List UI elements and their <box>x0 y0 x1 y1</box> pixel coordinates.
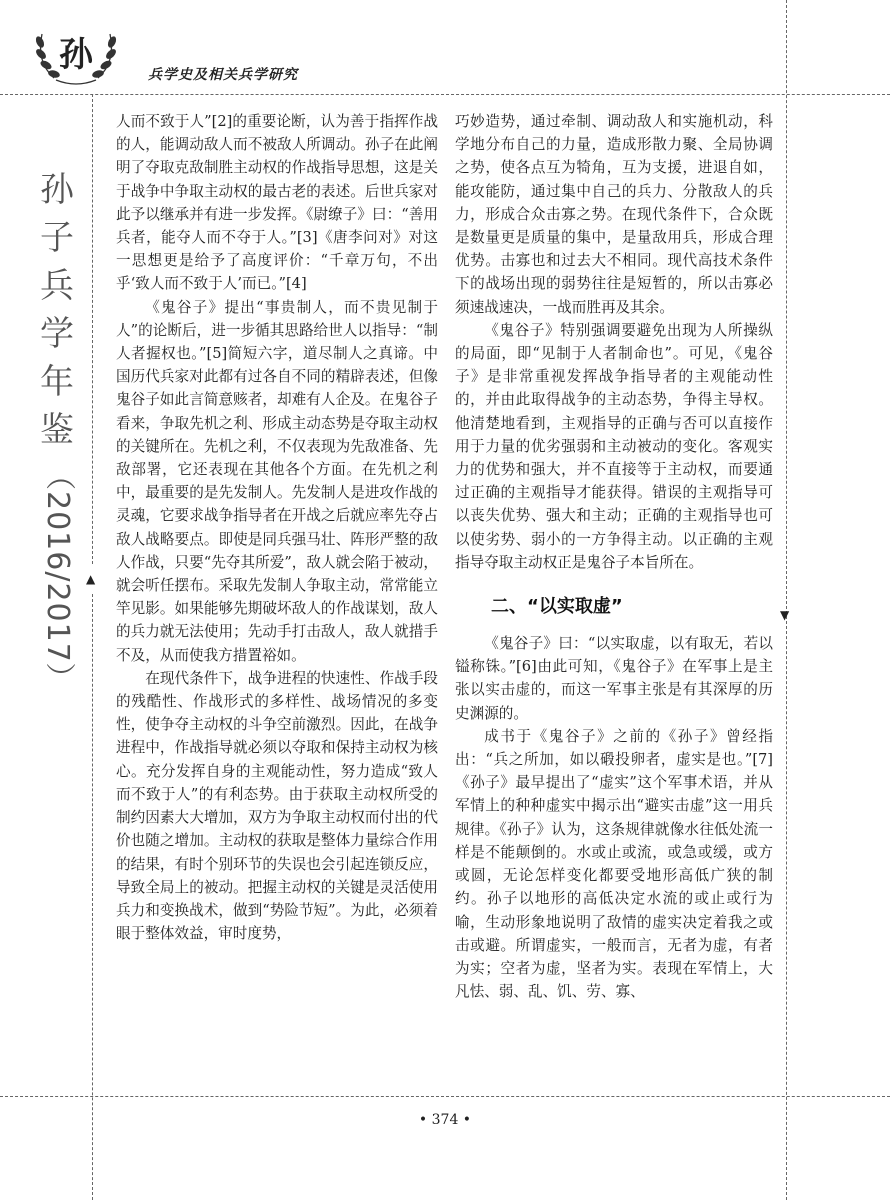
left-margin-line-upper <box>92 94 93 564</box>
running-header: 兵学史及相关兵学研究 <box>148 67 298 83</box>
book-title-char: 年 <box>40 362 74 402</box>
book-title-vertical <box>22 166 92 694</box>
book-title-char: 鉴 <box>40 410 74 450</box>
section-heading: 二、“以实取虚” <box>491 596 623 618</box>
header-divider <box>0 94 890 95</box>
paragraph: 成书于《鬼谷子》之前的《孙子》曾经指出：“兵之所加，如以碫投卵者，虚实是也。”[7]《孙子》最早提出了“虚实”这个军事术语，并从军情上的种种虚实中揭示出“避实击虚”这一用兵规律。《孙子》认为，这条规律就像水往低处流一样是不能颠倒的。水或止或流，或急或缓，或方或圆，无论怎样变化都要受地形高低广狭的制约。孙子以地形的高低决定水流的或止或行为喻，生动形象地说明了敌情的虚实决定着我之或击或避。所谓虚实，一般而言，无者为虚，有者为实；空者为虚，坚者为实。表现在军情上，大凡怯、弱、乱、饥、劳、寡、 <box>455 727 773 1001</box>
page-number: • 374 • <box>418 1112 472 1128</box>
journal-logo <box>26 18 126 88</box>
right-column <box>455 110 773 1003</box>
book-year: （2016/2017） <box>40 460 75 694</box>
paragraph: 《鬼谷子》曰：“以实取虚，以有取无，若以镒称铢。”[6]由此可知，《鬼谷子》在军事上是主张以实击虚的，而这一军事主张是有其深厚的历史渊源的。 <box>455 635 773 722</box>
left-margin-line-lower <box>92 594 93 1200</box>
paragraph: 《鬼谷子》提出“事贵制人，而不贵见制于人”的论断后，进一步循其思路给世人以指导：“制人者握权也。”[5]简短六字，道尽制人之真谛。中国历代兵家对此都有过各自不同的精辟表述，但像鬼谷子如此言简意赅者，却难有人企及。在鬼谷子看来，争取先机之利、形成主动态势是夺取主动权的关键所在。先机之利，不仅表现为先敌准备、先敌部署，它还表现在其他各个方面。在先机之利中，最重要的是先发制人。先发制人是进攻作战的灵魂，它要求战争指导者在开战之后就应率先夺占敌人战略要点。即使是同兵强马壮、阵形严整的敌人作战，只要“先夺其所爱”，敌人就会陷于被动，就会听任摆布。采取先发制人争取主动，常常能立竿见影。如果能够先期破坏敌人的作战谋划，敌人的兵力就无法使用；先动手打击敌人，敌人就措手不及，从而使我方措置裕如。 <box>116 298 438 664</box>
paragraph: 《鬼谷子》特别强调要避免出现为人所操纵的局面，即“见制于人者制命也”。可见，《鬼谷子》是非常重视发挥战争指导者的主观能动性的，并由此取得战争的主动态势，争得主导权。他清楚地看到，主观指导的正确与否可以直接作用于力量的优劣强弱和主动被动的变化。客观实力的优势和强大，并不直接等于主动权，而要通过正确的主观指导才能获得。错误的主观指导可以丧失优势、强大和主动；正确的主观指导也可以使劣势、弱小的一方争得主动。以正确的主观指导夺取主动权正是鬼谷子本旨所在。 <box>455 321 773 571</box>
paragraph: 人而不致于人”[2]的重要论断，认为善于指挥作战的人，能调动敌人而不被敌人所调动。孙子在此阐明了夺取克敌制胜主动权的作战指导思想，这是关于战争中争取主动权的最古老的表述。后世兵家对此予以继承并有进一步发挥。《尉缭子》曰：“善用兵者，能夺人而不夺于人。”[3]《唐李问对》对这一思想更是给予了高度评价：“千章万句，不出乎‘致人而不致于人’而已。”[4] <box>116 113 438 293</box>
paragraph: 在现代条件下，战争进程的快速性、作战手段的残酷性、作战形式的多样性、战场情况的多变性，使争夺主动权的斗争空前激烈。因此，在战争进程中，作战指导就必须以夺取和保持主动权为核心。充分发挥自身的主观能动性，努力造成“致人而不致于人”的有利态势。由于获取主动权所受的制约因素大大增加，双方为争取主动权而付出的代价也随之增加。主动权的获取是整体力量综合作用的结果，有时个别环节的失误也会引起连锁反应，导致全局上的被动。把握主动权的关键是灵活使用兵力和变换战术，做到“势险节短”。为此，必须着眼于整体效益，审时度势， <box>116 669 438 943</box>
logo-lettering: 孙 <box>59 35 93 75</box>
book-title-char: 兵 <box>40 266 74 306</box>
book-title-char: 孙 <box>40 170 74 210</box>
paragraph: 巧妙造势，通过牵制、调动敌人和实施机动，科学地分布自己的力量，造成形散力聚、全局协调之势，使各点互为犄角，互为支援，进退自如，能攻能防，通过集中自己的兵力、分散敌人的兵力，形成合众击寡之势。在现代条件下，合众既是数量更是质量的集中，是量敌用兵，形成合理优势。击寡也和过去大不相同。现代高技术条件下的战场出现的弱势往往是短暂的，所以击寡必须速战速决，一战而胜再及其余。 <box>455 113 773 316</box>
arrow-up-icon: ▲ <box>86 572 96 586</box>
right-edge-line <box>786 0 787 1200</box>
arrow-down-icon: ▼ <box>780 608 790 622</box>
book-title-char: 子 <box>40 218 74 258</box>
footer-divider <box>0 1096 890 1097</box>
left-column <box>116 110 438 945</box>
book-title-char: 学 <box>40 314 74 354</box>
